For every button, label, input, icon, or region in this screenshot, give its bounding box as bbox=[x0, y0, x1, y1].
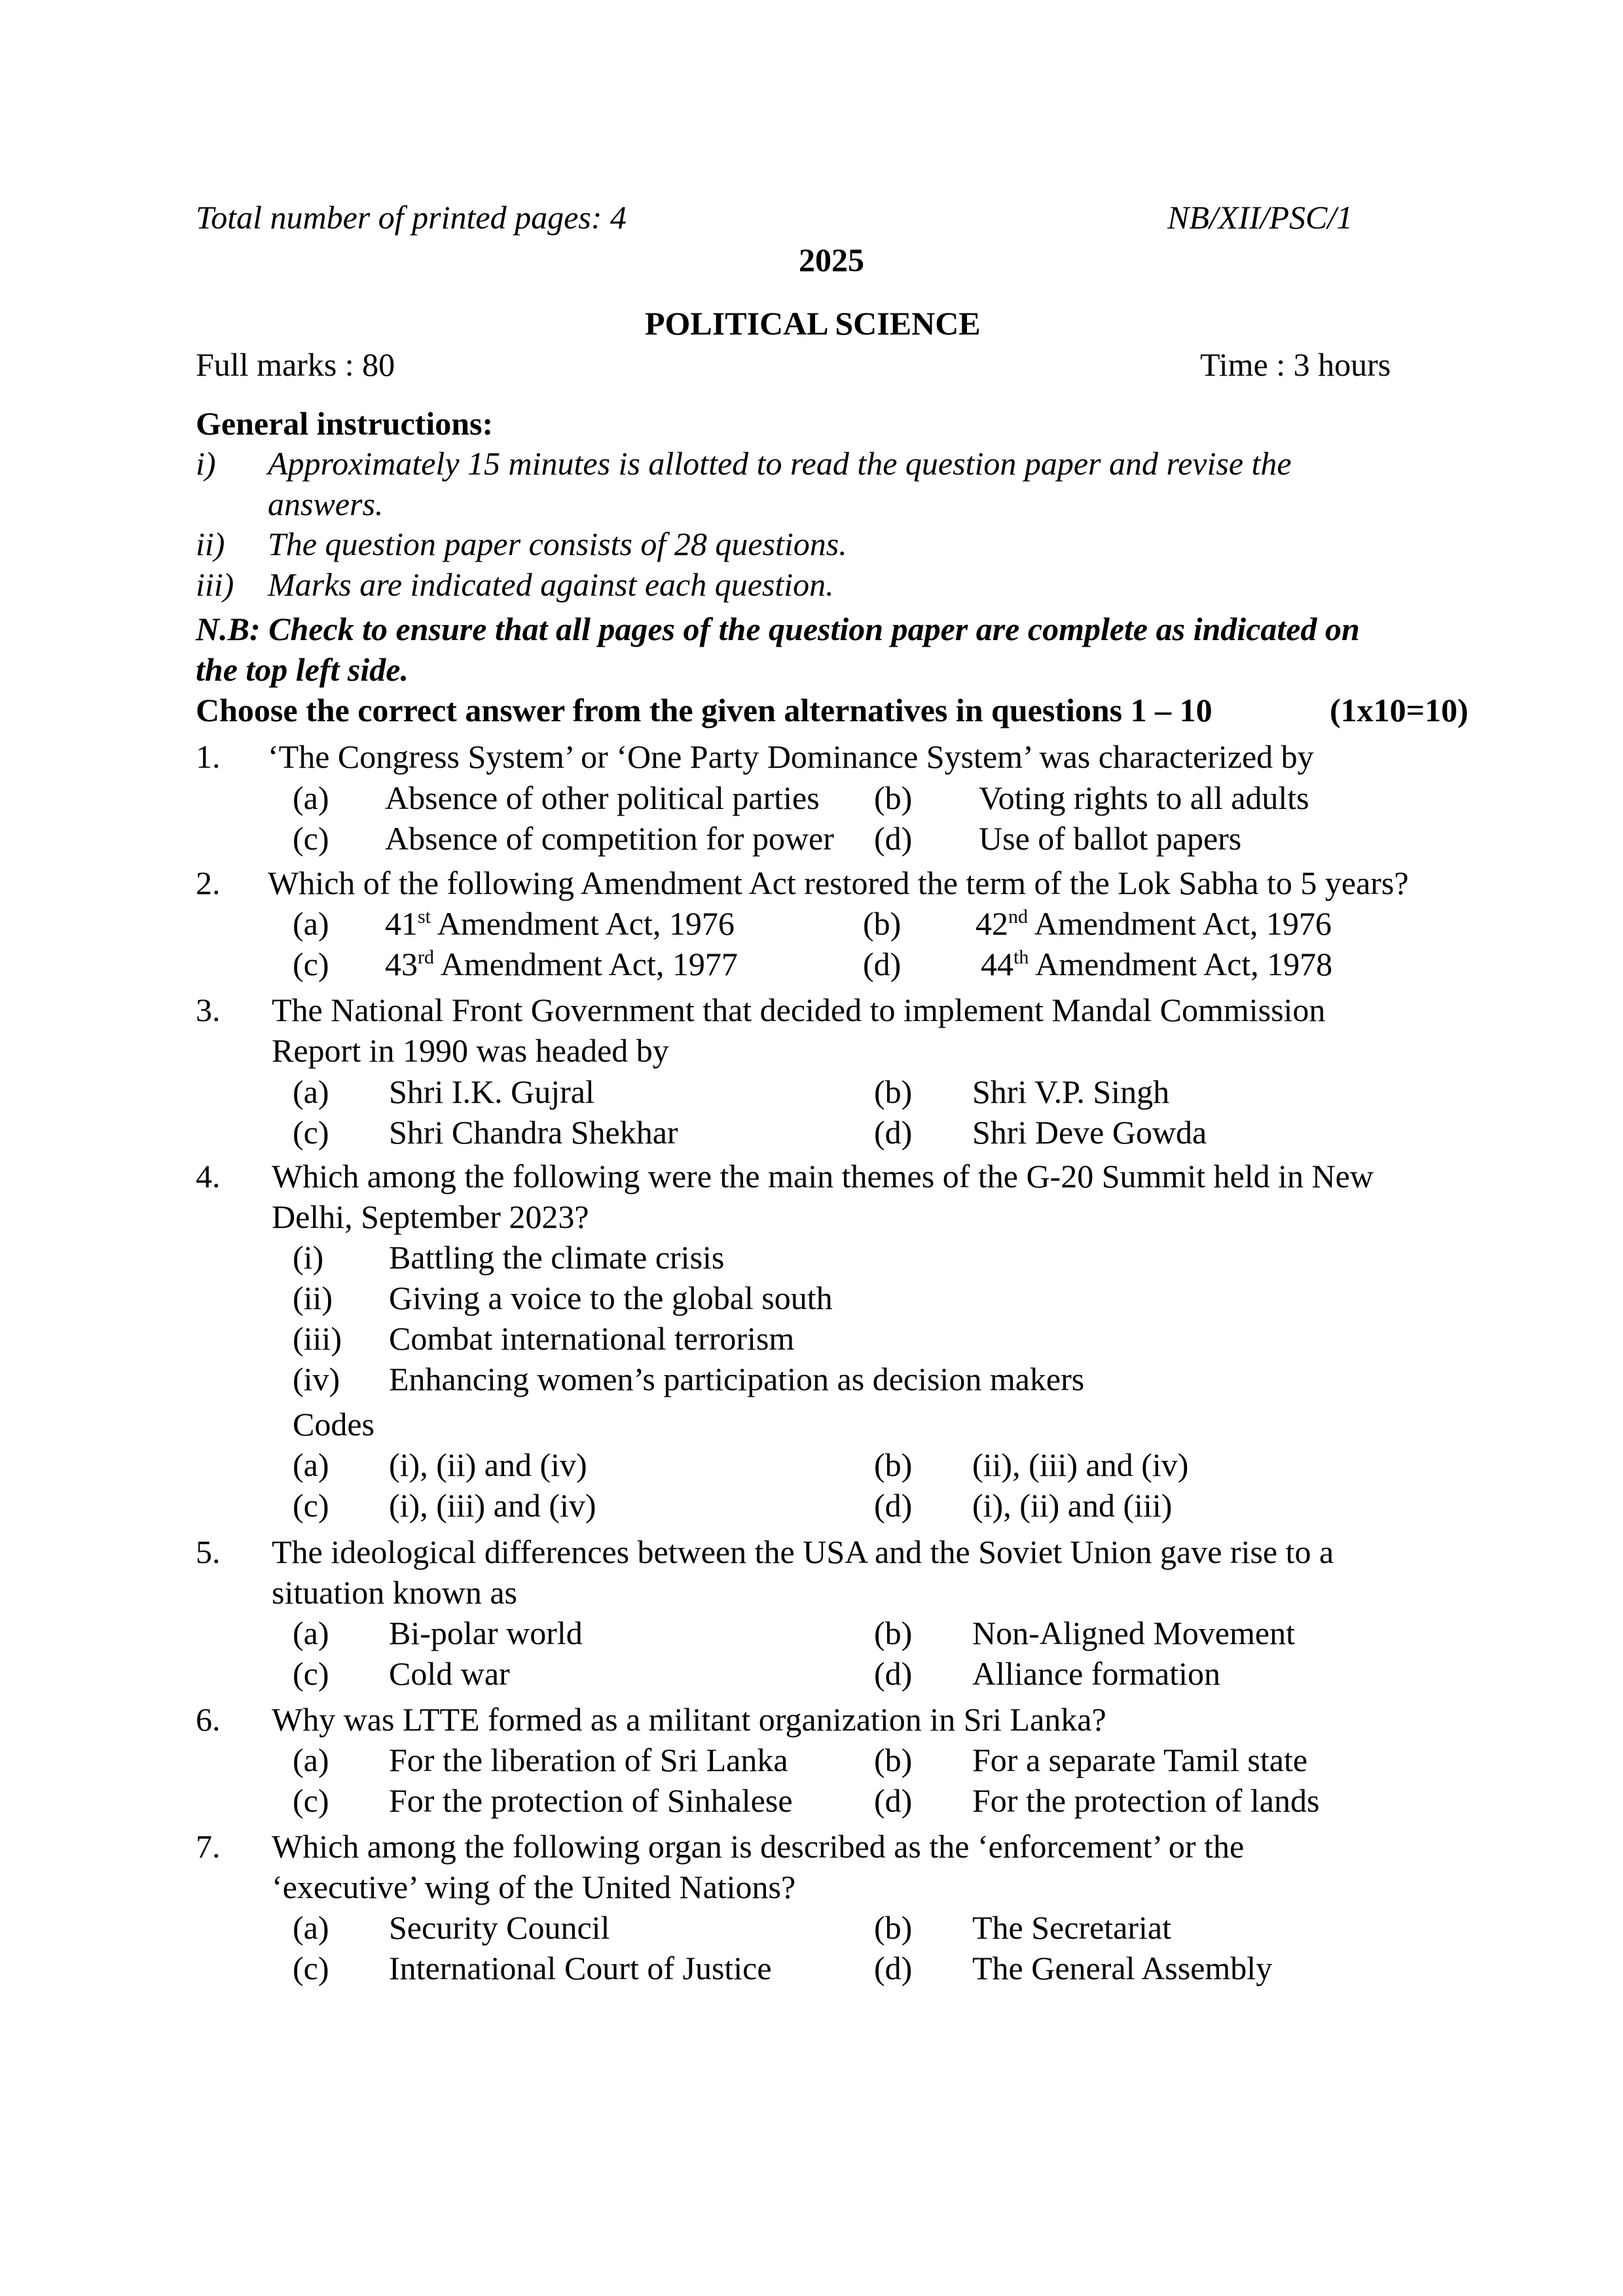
option-label: (c) bbox=[293, 1655, 329, 1692]
option-label: (a) bbox=[293, 1742, 329, 1778]
instruction-text-cont: answers. bbox=[268, 486, 384, 522]
option-label: (c) bbox=[293, 1782, 329, 1819]
question-number: 3. bbox=[196, 992, 221, 1028]
exam-time: Time : 3 hours bbox=[1200, 346, 1391, 383]
option-label: (a) bbox=[293, 1615, 329, 1651]
option-text: (i), (ii) and (iv) bbox=[389, 1446, 587, 1483]
option-text: Absence of other political parties bbox=[385, 780, 820, 816]
option-text: International Court of Justice bbox=[389, 1950, 772, 1986]
option-text: Alliance formation bbox=[972, 1655, 1221, 1692]
question-number: 7. bbox=[196, 1828, 221, 1865]
option-label: (b) bbox=[874, 780, 913, 816]
option-label: (c) bbox=[293, 1114, 329, 1151]
option-label: (c) bbox=[293, 820, 329, 857]
option-label: (d) bbox=[863, 946, 902, 982]
option-label: (b) bbox=[874, 1909, 913, 1946]
option-label: (d) bbox=[874, 1114, 913, 1151]
statement-text: Enhancing women’s participation as decision makers bbox=[389, 1361, 1085, 1397]
instruction-num: ii) bbox=[196, 526, 225, 562]
option-label: (b) bbox=[874, 1073, 913, 1110]
question-text: Which among the following organ is described as the ‘enforcement’ or the bbox=[272, 1828, 1245, 1865]
statement-label: (i) bbox=[293, 1239, 324, 1276]
statement-label: (iv) bbox=[293, 1361, 340, 1397]
option-text: For the protection of Sinhalese bbox=[389, 1782, 793, 1819]
section-marks: (1x10=10) bbox=[1330, 692, 1468, 728]
question-text: The National Front Government that decided to implement Mandal Commission bbox=[272, 992, 1326, 1028]
question-text: ‘The Congress System’ or ‘One Party Dominance System’ was characterized by bbox=[268, 738, 1314, 775]
option-text: The Secretariat bbox=[972, 1909, 1171, 1946]
option-text: Shri Chandra Shekhar bbox=[389, 1114, 678, 1151]
question-number: 4. bbox=[196, 1158, 221, 1194]
instruction-text: The question paper consists of 28 questions. bbox=[268, 526, 847, 562]
option-text: 44th Amendment Act, 1978 bbox=[981, 946, 1333, 982]
paper-code: NB/XII/PSC/1 bbox=[1167, 199, 1353, 236]
option-label: (a) bbox=[293, 905, 329, 942]
statement-text: Combat international terrorism bbox=[389, 1320, 795, 1357]
instruction-num: i) bbox=[196, 445, 216, 482]
option-text: 41st Amendment Act, 1976 bbox=[385, 905, 735, 942]
option-label: (b) bbox=[863, 905, 902, 942]
option-text: For the protection of lands bbox=[972, 1782, 1320, 1819]
question-text-cont: situation known as bbox=[272, 1574, 517, 1611]
option-text: Shri I.K. Gujral bbox=[389, 1073, 594, 1110]
question-number: 5. bbox=[196, 1534, 221, 1570]
option-text: (i), (iii) and (iv) bbox=[389, 1487, 596, 1524]
statement-label: (ii) bbox=[293, 1280, 333, 1316]
option-text: Voting rights to all adults bbox=[979, 780, 1309, 816]
printed-pages-note: Total number of printed pages: 4 bbox=[196, 199, 627, 236]
instruction-text: Marks are indicated against each question. bbox=[268, 566, 834, 603]
option-label: (a) bbox=[293, 1909, 329, 1946]
question-number: 2. bbox=[196, 865, 221, 901]
instruction-text: Approximately 15 minutes is allotted to read the question paper and revise the bbox=[268, 445, 1292, 482]
option-text: (i), (ii) and (iii) bbox=[972, 1487, 1173, 1524]
nb-note: N.B: Check to ensure that all pages of the question paper are complete as indicated on bbox=[196, 611, 1360, 647]
option-text: Shri V.P. Singh bbox=[972, 1073, 1170, 1110]
option-label: (d) bbox=[874, 1782, 913, 1819]
question-number: 1. bbox=[196, 738, 221, 775]
question-text-cont: Report in 1990 was headed by bbox=[272, 1032, 669, 1069]
question-text: Why was LTTE formed as a militant organization in Sri Lanka? bbox=[272, 1701, 1106, 1738]
question-number: 6. bbox=[196, 1701, 221, 1738]
subject-title: POLITICAL SCIENCE bbox=[645, 305, 981, 342]
option-label: (b) bbox=[874, 1615, 913, 1651]
option-text: For a separate Tamil state bbox=[972, 1742, 1308, 1778]
option-text: 42nd Amendment Act, 1976 bbox=[976, 905, 1332, 942]
instructions-heading: General instructions: bbox=[196, 405, 494, 442]
nb-note-cont: the top left side. bbox=[196, 651, 409, 688]
option-label: (c) bbox=[293, 946, 329, 982]
option-label: (b) bbox=[874, 1742, 913, 1778]
option-text: Non-Aligned Movement bbox=[972, 1615, 1295, 1651]
option-label: (d) bbox=[874, 820, 913, 857]
exam-year: 2025 bbox=[799, 242, 864, 278]
option-text: (ii), (iii) and (iv) bbox=[972, 1446, 1189, 1483]
instruction-num: iii) bbox=[196, 566, 234, 603]
question-text: The ideological differences between the USA and the Soviet Union gave rise to a bbox=[272, 1534, 1334, 1570]
option-text: Cold war bbox=[389, 1655, 510, 1692]
option-label: (d) bbox=[874, 1950, 913, 1986]
statement-text: Battling the climate crisis bbox=[389, 1239, 725, 1276]
option-label: (a) bbox=[293, 780, 329, 816]
question-text-cont: ‘executive’ wing of the United Nations? bbox=[272, 1869, 796, 1905]
option-label: (a) bbox=[293, 1446, 329, 1483]
statement-label: (iii) bbox=[293, 1320, 342, 1357]
option-text: Security Council bbox=[389, 1909, 610, 1946]
option-text: Shri Deve Gowda bbox=[972, 1114, 1207, 1151]
option-label: (d) bbox=[874, 1487, 913, 1524]
question-text: Which of the following Amendment Act restored the term of the Lok Sabha to 5 years? bbox=[268, 865, 1409, 901]
codes-label: Codes bbox=[293, 1406, 374, 1443]
option-text: 43rd Amendment Act, 1977 bbox=[385, 946, 738, 982]
option-text: The General Assembly bbox=[972, 1950, 1273, 1986]
section-heading: Choose the correct answer from the given alternatives in questions 1 – 10 bbox=[196, 692, 1213, 728]
option-text: Bi-polar world bbox=[389, 1615, 583, 1651]
question-text: Which among the following were the main themes of the G-20 Summit held in New bbox=[272, 1158, 1374, 1194]
option-label: (d) bbox=[874, 1655, 913, 1692]
option-text: For the liberation of Sri Lanka bbox=[389, 1742, 788, 1778]
statement-text: Giving a voice to the global south bbox=[389, 1280, 833, 1316]
option-label: (a) bbox=[293, 1073, 329, 1110]
option-label: (c) bbox=[293, 1487, 329, 1524]
question-text-cont: Delhi, September 2023? bbox=[272, 1198, 589, 1235]
option-text: Use of ballot papers bbox=[979, 820, 1242, 857]
option-text: Absence of competition for power bbox=[385, 820, 834, 857]
full-marks: Full marks : 80 bbox=[196, 346, 395, 383]
option-label: (b) bbox=[874, 1446, 913, 1483]
option-label: (c) bbox=[293, 1950, 329, 1986]
